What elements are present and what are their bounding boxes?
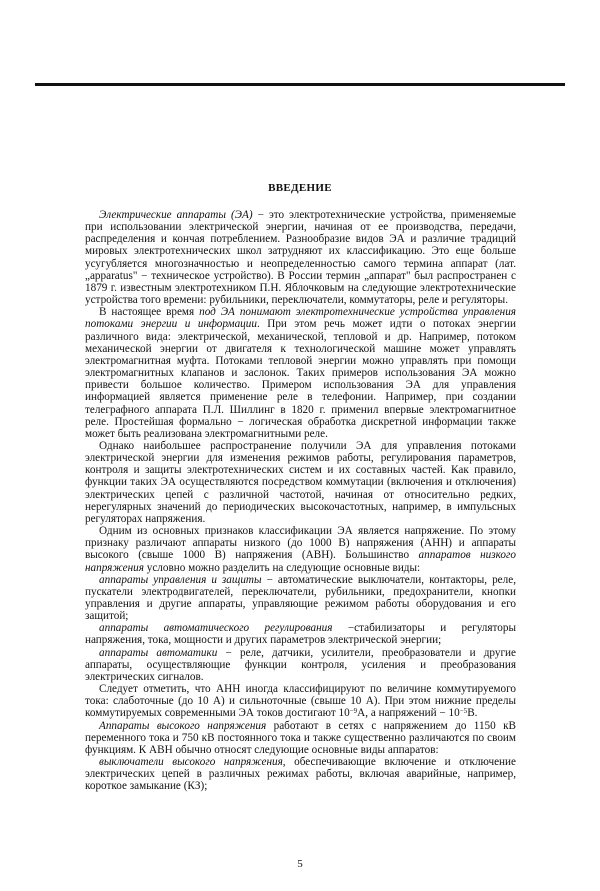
text-run: Однако наибольшее распространение получили ЭА для управления потоками электрической энергии для изменения режимов работы, регулирования параметров, контроля и защиты электротехнических систем и их составных частей. Как правило, функции таких ЭА осуществляются посредством коммутации (включения и отключения) электрических цепей с различной частотой, начиная от относительно редких, нерегулярных значений до периодических высокочастотных, например, в импульсных регуляторах напряжения. (85, 439, 516, 525)
italic-term: выключатели высокого напряжения (99, 756, 283, 769)
paragraph (85, 683, 516, 719)
section-title: ВВЕДЕНИЕ (268, 182, 332, 194)
italic-term: Электрические аппараты (ЭА) (99, 209, 253, 221)
italic-term: под ЭА понимают электротехнические устройства управления потоками энергии и информации (85, 306, 517, 331)
paragraph (85, 209, 516, 306)
paragraph (85, 574, 516, 623)
text-run: − реле, датчики, усилители, преобразователи и другие аппараты, осуществляющие функции контроля, усиления и преобразования электрических сигналов. (85, 646, 516, 683)
text-run: Следует отметить, что АНН иногда классифицируют по величине коммутируемого тока: слаботочные (до 10 А) и сильноточные (свыше 10 А). При этом нижние пределы коммутируемых современными ЭА токов достигают 10 (85, 683, 516, 720)
page-number: 5 (297, 857, 303, 870)
italic-term: аппараты управления и защиты (99, 573, 262, 586)
italic-term: аппараты автоматики (99, 646, 218, 659)
text-run: В. (467, 707, 478, 720)
superscript-exponent: −9 (349, 707, 358, 716)
header-rule (35, 83, 565, 86)
paragraph (85, 720, 516, 756)
text-run: − это электротехнические устройства, применяемые при использовании электрической энергии, начиная от ее производства, передачи, распределения и кончая потреблением. Разнообразие видов ЭА и различие традиций мировых электротехнических школ затрудняют их классификацию. Это еще больше усугубляется многозначностью и неопределенностью самого термина аппарат (лат. „apparatus" − техническое устройство). В России термин „аппарат" был распространен с 1879 г. известным электротехником П.Н. Яблочковым на следующие электротехнические устройства того времени: рубильники, переключатели, коммутаторы, реле и регуляторы. (85, 209, 517, 307)
page-content (0, 181, 600, 891)
italic-term: Аппараты высокого напряжения (99, 719, 267, 732)
italic-term: аппараты автоматического регулирования (99, 622, 333, 635)
text-run: А, а напряжений − 10 (357, 707, 460, 720)
text-run: −стабилизаторы и регуляторы напряжения, тока, мощности и других параметров электрической энергии; (85, 622, 516, 647)
paragraph (85, 306, 516, 440)
text-run: условно можно разделить на следующие основные виды: (143, 561, 421, 574)
superscript-exponent: −5 (459, 707, 468, 716)
paragraph (85, 525, 516, 574)
body-text (85, 209, 516, 793)
text-run: Одним из основных признаков классификации ЭА является напряжение. По этому признаку различают аппараты низкого (до 1000 В) напряжения (АНН) и аппараты высокого (свыше 1000 В) напряжения (АВН). Большинство (85, 525, 516, 562)
italic-term: аппаратов низкого напряжения (85, 549, 516, 574)
paragraph (85, 440, 516, 525)
text-run: В настоящее время (99, 306, 200, 319)
paragraph (85, 756, 516, 792)
text-run: . При этом речь может идти о потоках энергии различного вида: электрической, механической, тепловой и др. Например, потоком механической энергии от двигателя к технологической машине может управлять электромагнитная муфта. Потоками тепловой энергии можно управлять при помощи электромагнитных клапанов и заслонок. Таких примеров использования ЭА можно привести большое количество. Примером использования ЭА для управления информацией является применение реле в телефонии. Например, при создании телеграфного аппарата П.Л. Шиллинг в 1820 г. применил впервые электромагнитное реле. Простейшая формально − логическая обработка дискретной информации также может быть реализована электромагнитными реле. (85, 318, 516, 440)
text-run: работают в сетях с напряжением до 1150 кВ переменного тока и 750 кВ постоянного тока и также существенно различаются по своим функциям. К АВН обычно относят следующие основные виды аппаратов: (85, 719, 517, 756)
text-run: − автоматические выключатели, контакторы, реле, пускатели электродвигателей, переключатели, рубильники, предохранители, кнопки управления и другие аппараты, управляющие режимом работы оборудования и его защитой; (85, 573, 516, 623)
paragraph (85, 647, 516, 683)
paragraph (85, 622, 516, 646)
text-run: , обеспечивающие включение и отключение электрических цепей в различных режимах работы, включая аварийные, например, короткое замыкание (КЗ); (85, 756, 516, 793)
